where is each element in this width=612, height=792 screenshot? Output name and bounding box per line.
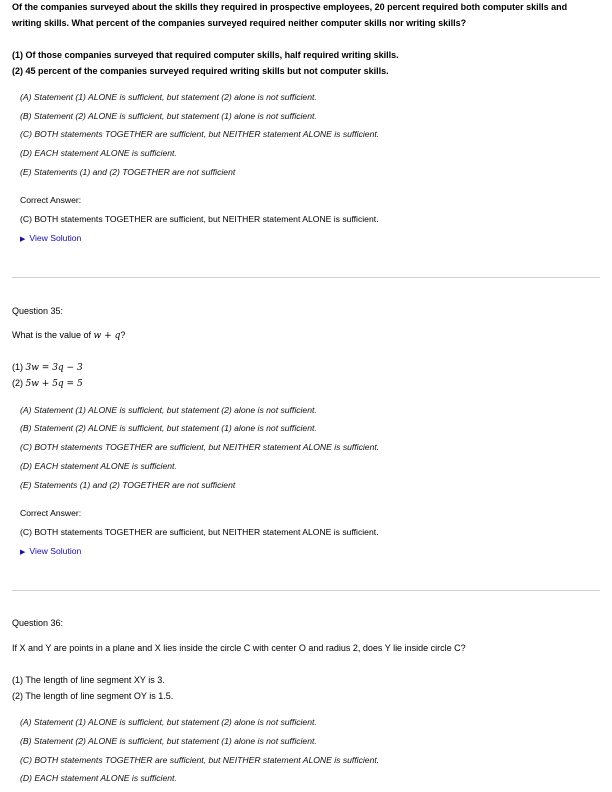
divider bbox=[12, 277, 600, 278]
q35-correct-label: Correct Answer: bbox=[20, 508, 82, 518]
q36-option-d: (D) EACH statement ALONE is sufficient. bbox=[20, 773, 177, 783]
q35-option-b: (B) Statement (2) ALONE is sufficient, but statement (1) alone is not sufficient. bbox=[20, 423, 317, 433]
divider bbox=[12, 590, 600, 591]
q35-statement-2-math: 5w + 5q = 5 bbox=[25, 379, 83, 389]
q34-statement-1: (1) Of those companies surveyed that required computer skills, half required writing skills. bbox=[12, 50, 399, 60]
q34-option-c: (C) BOTH statements TOGETHER are sufficient, but NEITHER statement ALONE is sufficient. bbox=[20, 129, 380, 139]
q36-option-c: (C) BOTH statements TOGETHER are sufficient, but NEITHER statement ALONE is sufficient. bbox=[20, 755, 380, 765]
q34-correct-label: Correct Answer: bbox=[20, 195, 82, 205]
q34-correct-answer: (C) BOTH statements TOGETHER are sufficient, but NEITHER statement ALONE is sufficient. bbox=[20, 214, 379, 224]
q35-option-a: (A) Statement (1) ALONE is sufficient, but statement (2) alone is not sufficient. bbox=[20, 405, 317, 415]
q34-option-b: (B) Statement (2) ALONE is sufficient, but statement (1) alone is not sufficient. bbox=[20, 111, 317, 121]
q35-heading: Question 35: bbox=[12, 306, 64, 316]
q35-option-e: (E) Statements (1) and (2) TOGETHER are not sufficient bbox=[20, 480, 236, 490]
q36-statement-2: (2) The length of line segment OY is 1.5. bbox=[12, 691, 174, 701]
q34-statement-2: (2) 45 percent of the companies surveyed required writing skills but not computer skills. bbox=[12, 66, 389, 76]
q36-heading: Question 36: bbox=[12, 618, 64, 628]
q35-stem-math: w + q bbox=[93, 331, 121, 341]
q34-stem-line1: Of the companies surveyed about the skills they required in prospective employees, 20 percent required both computer skills and bbox=[12, 2, 568, 12]
q36-option-b: (B) Statement (2) ALONE is sufficient, but statement (1) alone is not sufficient. bbox=[20, 736, 317, 746]
q36-option-a: (A) Statement (1) ALONE is sufficient, but statement (2) alone is not sufficient. bbox=[20, 717, 317, 727]
q35-stem: What is the value of w + q? bbox=[12, 330, 126, 341]
q36-stem: If X and Y are points in a plane and X lies inside the circle C with center O and radius 2, does Y lie inside circle C? bbox=[12, 643, 466, 653]
q34-option-e: (E) Statements (1) and (2) TOGETHER are not sufficient bbox=[20, 167, 236, 177]
triangle-right-icon: ▶ bbox=[20, 236, 26, 243]
q35-statement-1-math: 3w = 3q − 3 bbox=[25, 363, 83, 373]
q35-statement-1: (1) 3w = 3q − 3 bbox=[12, 362, 83, 373]
q34-option-a: (A) Statement (1) ALONE is sufficient, but statement (2) alone is not sufficient. bbox=[20, 92, 317, 102]
q35-view-solution-link[interactable] bbox=[20, 546, 81, 556]
q34-stem-line2: writing skills. What percent of the companies surveyed required neither computer skills nor writing skills? bbox=[12, 18, 467, 28]
triangle-right-icon: ▶ bbox=[20, 549, 26, 556]
q35-view-solution-label: View Solution bbox=[29, 546, 82, 556]
q35-option-c: (C) BOTH statements TOGETHER are sufficient, but NEITHER statement ALONE is sufficient. bbox=[20, 442, 380, 452]
q34-view-solution-link[interactable] bbox=[20, 233, 81, 243]
q34-option-d: (D) EACH statement ALONE is sufficient. bbox=[20, 148, 177, 158]
q35-stem-text: What is the value of bbox=[12, 330, 94, 340]
q35-option-d: (D) EACH statement ALONE is sufficient. bbox=[20, 461, 177, 471]
q34-view-solution-label: View Solution bbox=[29, 233, 82, 243]
q35-statement-2: (2) 5w + 5q = 5 bbox=[12, 378, 83, 389]
q36-statement-1: (1) The length of line segment XY is 3. bbox=[12, 675, 165, 685]
q35-correct-answer: (C) BOTH statements TOGETHER are sufficient, but NEITHER statement ALONE is sufficient. bbox=[20, 527, 379, 537]
